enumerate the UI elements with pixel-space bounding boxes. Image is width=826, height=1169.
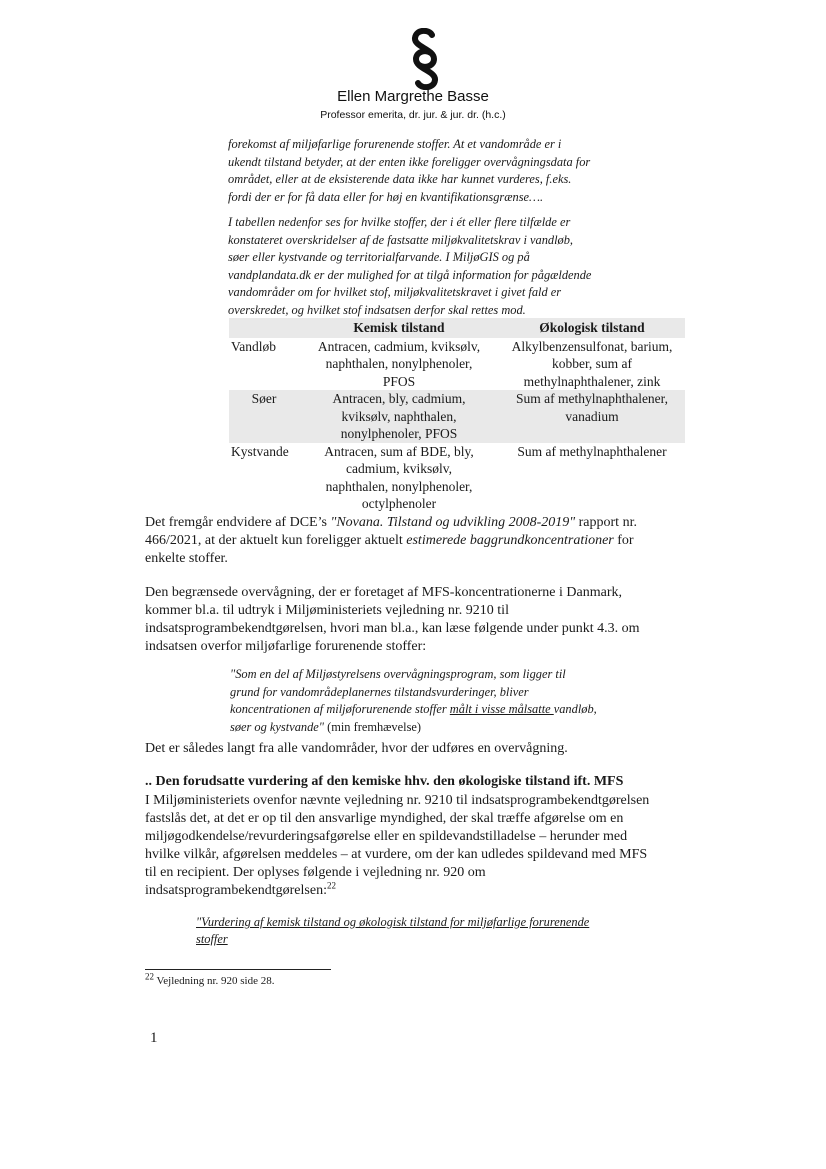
quote-line: vandområder om for hvilket stof, miljøkvalitetskravet i givet fald er [228,285,562,299]
cell-line: nonylphenoler, PFOS [340,426,458,441]
table-header-row [229,318,685,338]
footnote-text: Vejledning nr. 920 side 28. [154,975,275,987]
table-header-okologisk: Økologisk tilstand [499,318,685,338]
cell-line: kviksølv, naphthalen, [341,408,457,424]
table-header-kemisk: Kemisk tilstand [299,318,499,338]
cell-line: naphthalen, nonylphenoler, [325,478,473,494]
cell-line: Antracen, bly, cadmium, [332,391,466,406]
cell-line: octylphenoler [361,496,437,511]
text-run: stoffer [196,932,228,946]
author-name: Ellen Margrethe Basse [337,88,489,105]
substance-table [229,318,685,513]
cell-line: Antracen, cadmium, kviksølv, [317,338,481,354]
text-run: "Vurdering af kemisk tilstand og økologisk tilstand for miljøfarlige forurenende [196,915,590,929]
table-cell-okologisk [499,390,685,443]
paragraph-line: Den begrænsede overvågning, der er foretaget af MFS-koncentrationerne i Danmark, [145,585,622,600]
page-number: 1 [150,1030,158,1046]
paragraph-line: indsatsprogrambekendtgørelsen, hvori man bl.a., kan læse følgende under punkt 4.3. om [145,621,640,636]
footnote-ref[interactable]: 22 [326,880,336,891]
quote-line [230,701,675,719]
quote-line: forekomst af miljøfarlige forurenende stoffer. At et vandområde er i [228,137,562,151]
footnote-number: 22 [145,971,154,982]
footnote-divider [145,969,331,970]
text-run: (min fremhævelse) [323,719,422,734]
paragraph-line: I Miljøministeriets ovenfor nævnte vejledning nr. 9210 til indsatsprogrambekendtgørelsen [145,793,650,808]
paragraph-line: enkelte stoffer. [145,551,228,566]
cell-line: cadmium, kviksølv, [346,461,452,476]
cell-line: PFOS [382,373,416,389]
table-row [229,338,685,391]
quote-line: grund for vandområdeplanernes tilstandsvurderinger, bliver [230,684,529,699]
cell-line: vanadium [565,408,619,424]
text-run: indsatsprogrambekendtgørelsen: [145,883,327,898]
text-run: søer og kystvande" [230,719,324,734]
quote-line: ukendt tilstand betyder, at der enten ikke foreligger overvågningsdata for [228,154,591,169]
paragraph-line [145,532,705,550]
table-row-label: Vandløb [231,338,276,354]
paragraph-line [145,882,705,900]
paragraph-monitoring [145,584,705,656]
cell-line: naphthalen, nonylphenoler, [325,356,473,371]
table-row-label: Søer [229,390,299,443]
quote-line: "Som en del af Miljøstyrelsens overvågningsprogram, som ligger til [230,667,566,681]
quote-line: området, eller at de eksisterende data ikke har kunnet vurderes, f.eks. [228,172,572,186]
text-run: 466/2021, at der aktuelt kun foreligger aktuelt [145,533,407,548]
quote-line: søer eller kystvande og territorialfarvande. I MiljøGIS og på [228,250,530,264]
table-cell-kemisk [299,390,499,443]
quote-line: overskredet, og hvilket stof indsatsen derfor skal rettes mod. [228,302,526,317]
table-row [229,443,685,513]
quote-block-1 [228,136,668,206]
cell-line: kobber, sum af [551,356,633,371]
paragraph-dce [145,514,705,568]
text-run: koncentrationen af miljøforurenende stoffer [230,702,450,716]
underlined-emphasis: målt i visse målsatte [449,702,554,716]
paragraph-line: hvilke vilkår, afgørelsen meddeles – at vurdere, om der kan udledes spildevand med MFS [145,847,648,862]
table-row-label: Kystvande [231,443,289,459]
quote-line [230,719,675,737]
table-header-empty [229,318,299,338]
quote-block-2 [228,214,668,319]
section-sign-icon [405,28,445,90]
paragraph-line: fastslås det, at det er op til den ansvarlige myndighed, der skal træffe afgørelse om en [145,811,624,826]
quote-line [196,914,656,931]
table-row [229,390,685,443]
table-cell-okologisk [499,338,685,391]
paragraph-line: indsatsen overfor miljøfarlige forurenende stoffer: [145,639,427,654]
section-heading: .. Den forudsatte vurdering af den kemiske hhv. den økologiske tilstand ift. MFS [145,774,624,789]
text-run: rapport nr. [575,515,637,530]
cell-line: Sum af methylnaphthalener, [515,391,669,406]
paragraph-line: kommer bl.a. til udtryk i Miljøministeriets vejledning nr. 9210 til [145,603,509,618]
emphasis: estimerede baggrundkoncentrationer [406,533,614,548]
text-run: vandløb, [553,702,597,716]
text-run: for [613,533,634,548]
cell-line: Sum af methylnaphthalener [517,443,667,459]
quote-line: vandplandata.dk er der mulighed for at tilgå information for pågældende [228,267,592,282]
paragraph-guidance [145,792,705,900]
paragraph-line [145,514,705,532]
sub-quote-heading [196,914,656,948]
quote-line: konstateret overskridelser af de fastsatte miljøkvalitetskrav i vandløb, [228,232,574,247]
cell-line: Antracen, sum af BDE, bly, [324,443,474,459]
text-run: Det fremgår endvidere af DCE’s [145,515,331,530]
paragraph-conclusion: Det er således langt fra alle vandområder, hvor der udføres en overvågning. [145,741,568,756]
table-cell-okologisk [499,443,685,513]
author-title: Professor emerita, dr. jur. & jur. dr. (h.c.) [320,109,506,121]
quote-line: fordi der er for få data eller for høj en kvantifikationsgrænse…. [228,189,544,204]
table-cell-kemisk [299,443,499,513]
cell-line: methylnaphthalener, zink [523,373,661,389]
table-cell-kemisk [299,338,499,391]
cell-line: Alkylbenzensulfonat, barium, [511,338,673,354]
quote-line: I tabellen nedenfor ses for hvilke stoffer, der i ét eller flere tilfælde er [228,215,571,229]
report-title: "Novana. Tilstand og udvikling 2008-2019" [330,515,576,530]
footnote [145,971,275,987]
paragraph-line: miljøgodkendelse/revurderingsafgørelse eller en spildevandstilladelse – herunder med [145,829,628,844]
paragraph-line: til en recipient. Der oplyses følgende i vejledning nr. 920 om [145,865,486,880]
indented-quote [230,666,675,736]
quote-line [196,931,656,948]
